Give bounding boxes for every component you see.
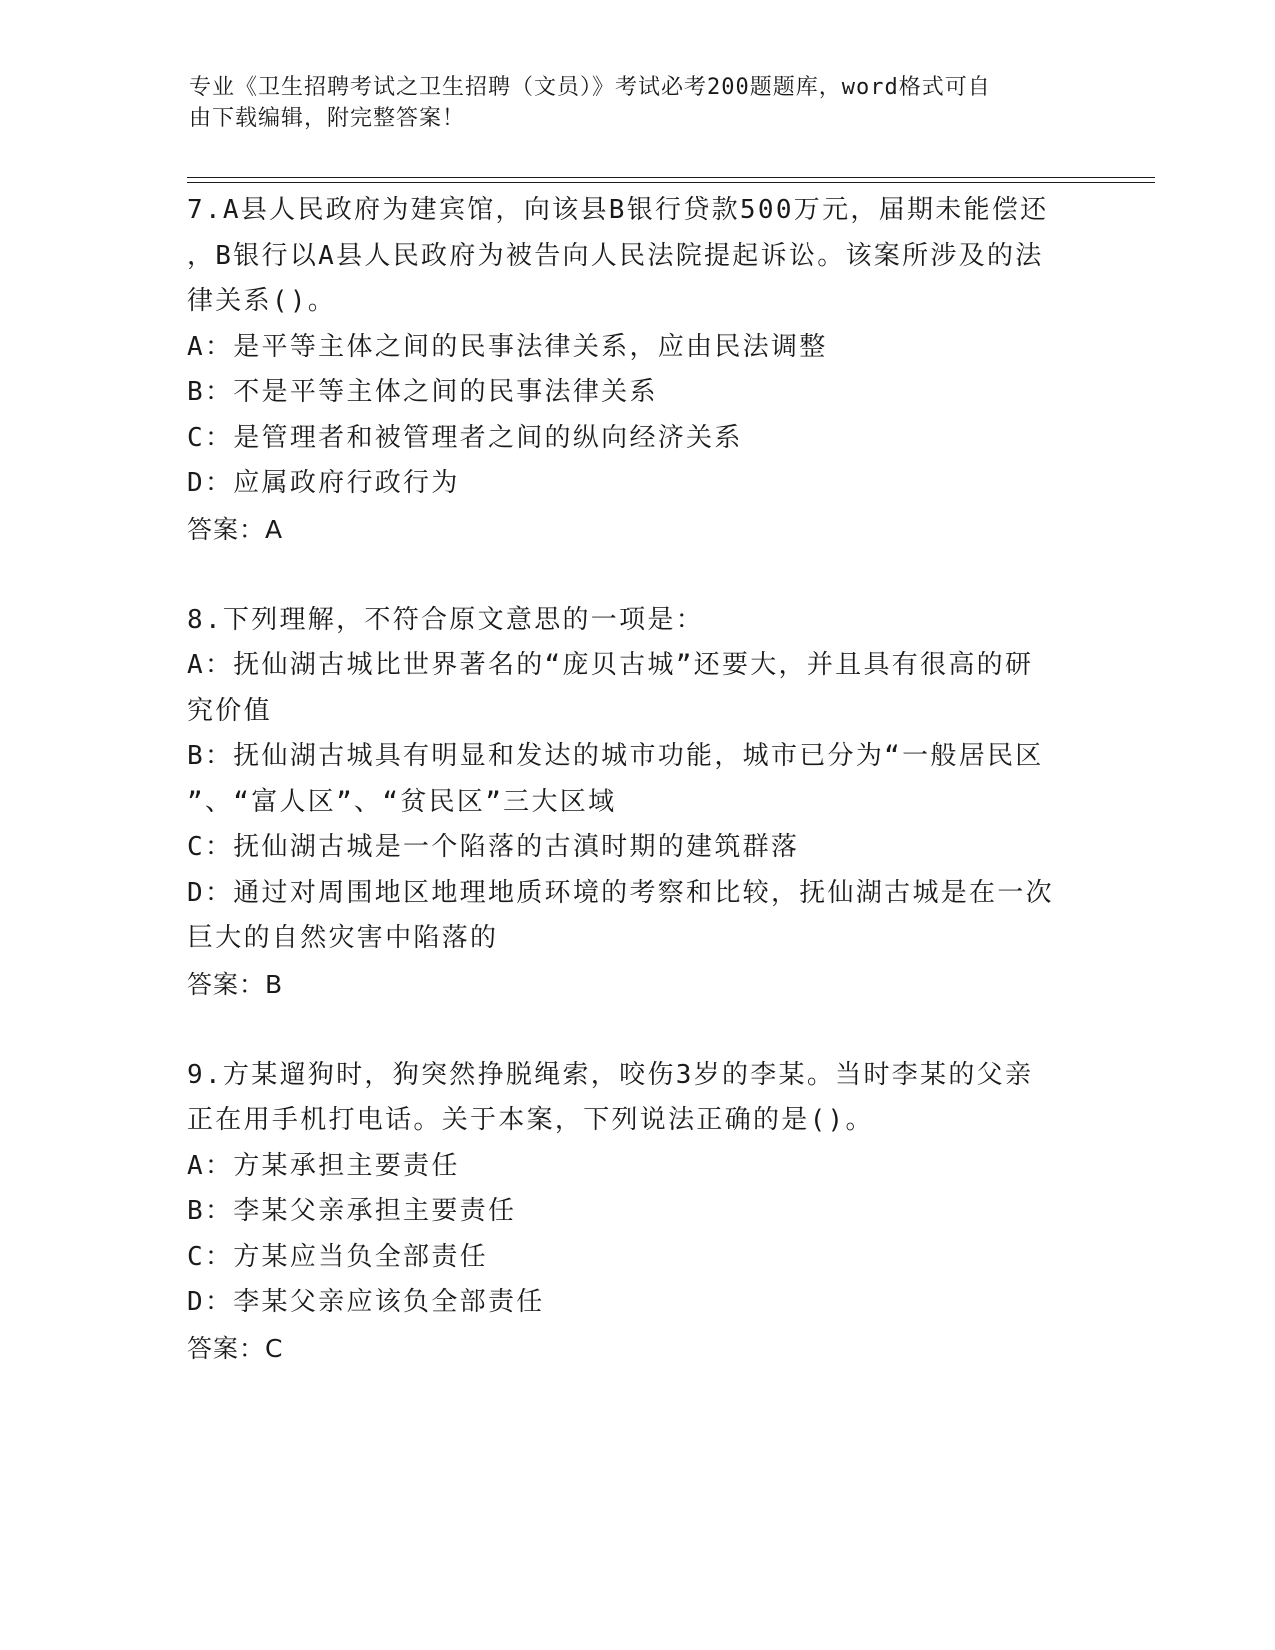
question-stem-line: 7.A县人民政府为建宾馆，向该县B银行贷款500万元，届期未能偿还 (187, 195, 1049, 225)
question-stem-line: 正在用手机打电话。关于本案，下列说法正确的是()。 (187, 1105, 874, 1135)
header-divider (187, 177, 1155, 178)
option-b: B：不是平等主体之间的民事法律关系 (187, 377, 658, 407)
question-spacer (187, 552, 1087, 598)
answer-line: 答案：A (187, 514, 284, 544)
document-header (189, 72, 1069, 134)
option-d: D：通过对周围地区地理地质环境的考察和比较，抚仙湖古城是在一次 (187, 877, 1054, 908)
question-stem-line: 律关系()。 (187, 286, 337, 316)
question-list (187, 188, 1087, 1371)
option-b: B：李某父亲承担主要责任 (187, 1196, 517, 1226)
question-spacer (187, 1007, 1087, 1053)
option-c: C：方某应当负全部责任 (187, 1241, 488, 1272)
question-block (187, 1053, 1087, 1372)
question-stem-line: 8.下列理解，不符合原文意思的一项是： (187, 604, 705, 635)
header-line: 由下载编辑，附完整答案！ (189, 106, 466, 131)
option-a: A：是平等主体之间的民事法律关系，应由民法调整 (187, 331, 828, 362)
option-a-continued: 究价值 (187, 695, 272, 726)
header-divider (187, 182, 1155, 183)
question-block (187, 598, 1087, 1008)
option-a: A：方某承担主要责任 (187, 1150, 460, 1181)
option-d-continued: 巨大的自然灾害中陷落的 (187, 923, 499, 953)
option-b-continued: ”、“富人区”、“贫民区”三大区域 (187, 786, 617, 817)
option-c: C：是管理者和被管理者之间的纵向经济关系 (187, 422, 743, 453)
question-stem-line: 9.方某遛狗时，狗突然挣脱绳索，咬伤3岁的李某。当时李某的父亲 (187, 1059, 1034, 1090)
question-stem-line: ，B银行以A县人民政府为被告向人民法院提起诉讼。该案所涉及的法 (187, 240, 1044, 271)
answer-line: 答案：B (187, 969, 284, 999)
option-b: B：抚仙湖古城具有明显和发达的城市功能，城市已分为“一般居民区 (187, 741, 1044, 771)
option-d: D：应属政府行政行为 (187, 468, 460, 498)
question-block (187, 188, 1087, 552)
answer-line: 答案：C (187, 1333, 284, 1363)
header-line: 专业《卫生招聘考试之卫生招聘（文员）》考试必考200题题库，word格式可自 (189, 75, 991, 100)
option-c: C：抚仙湖古城是一个陷落的古滇时期的建筑群落 (187, 832, 800, 862)
option-a: A：抚仙湖古城比世界著名的“庞贝古城”还要大，并且具有很高的研 (187, 650, 1034, 680)
option-d: D：李某父亲应该负全部责任 (187, 1287, 545, 1317)
